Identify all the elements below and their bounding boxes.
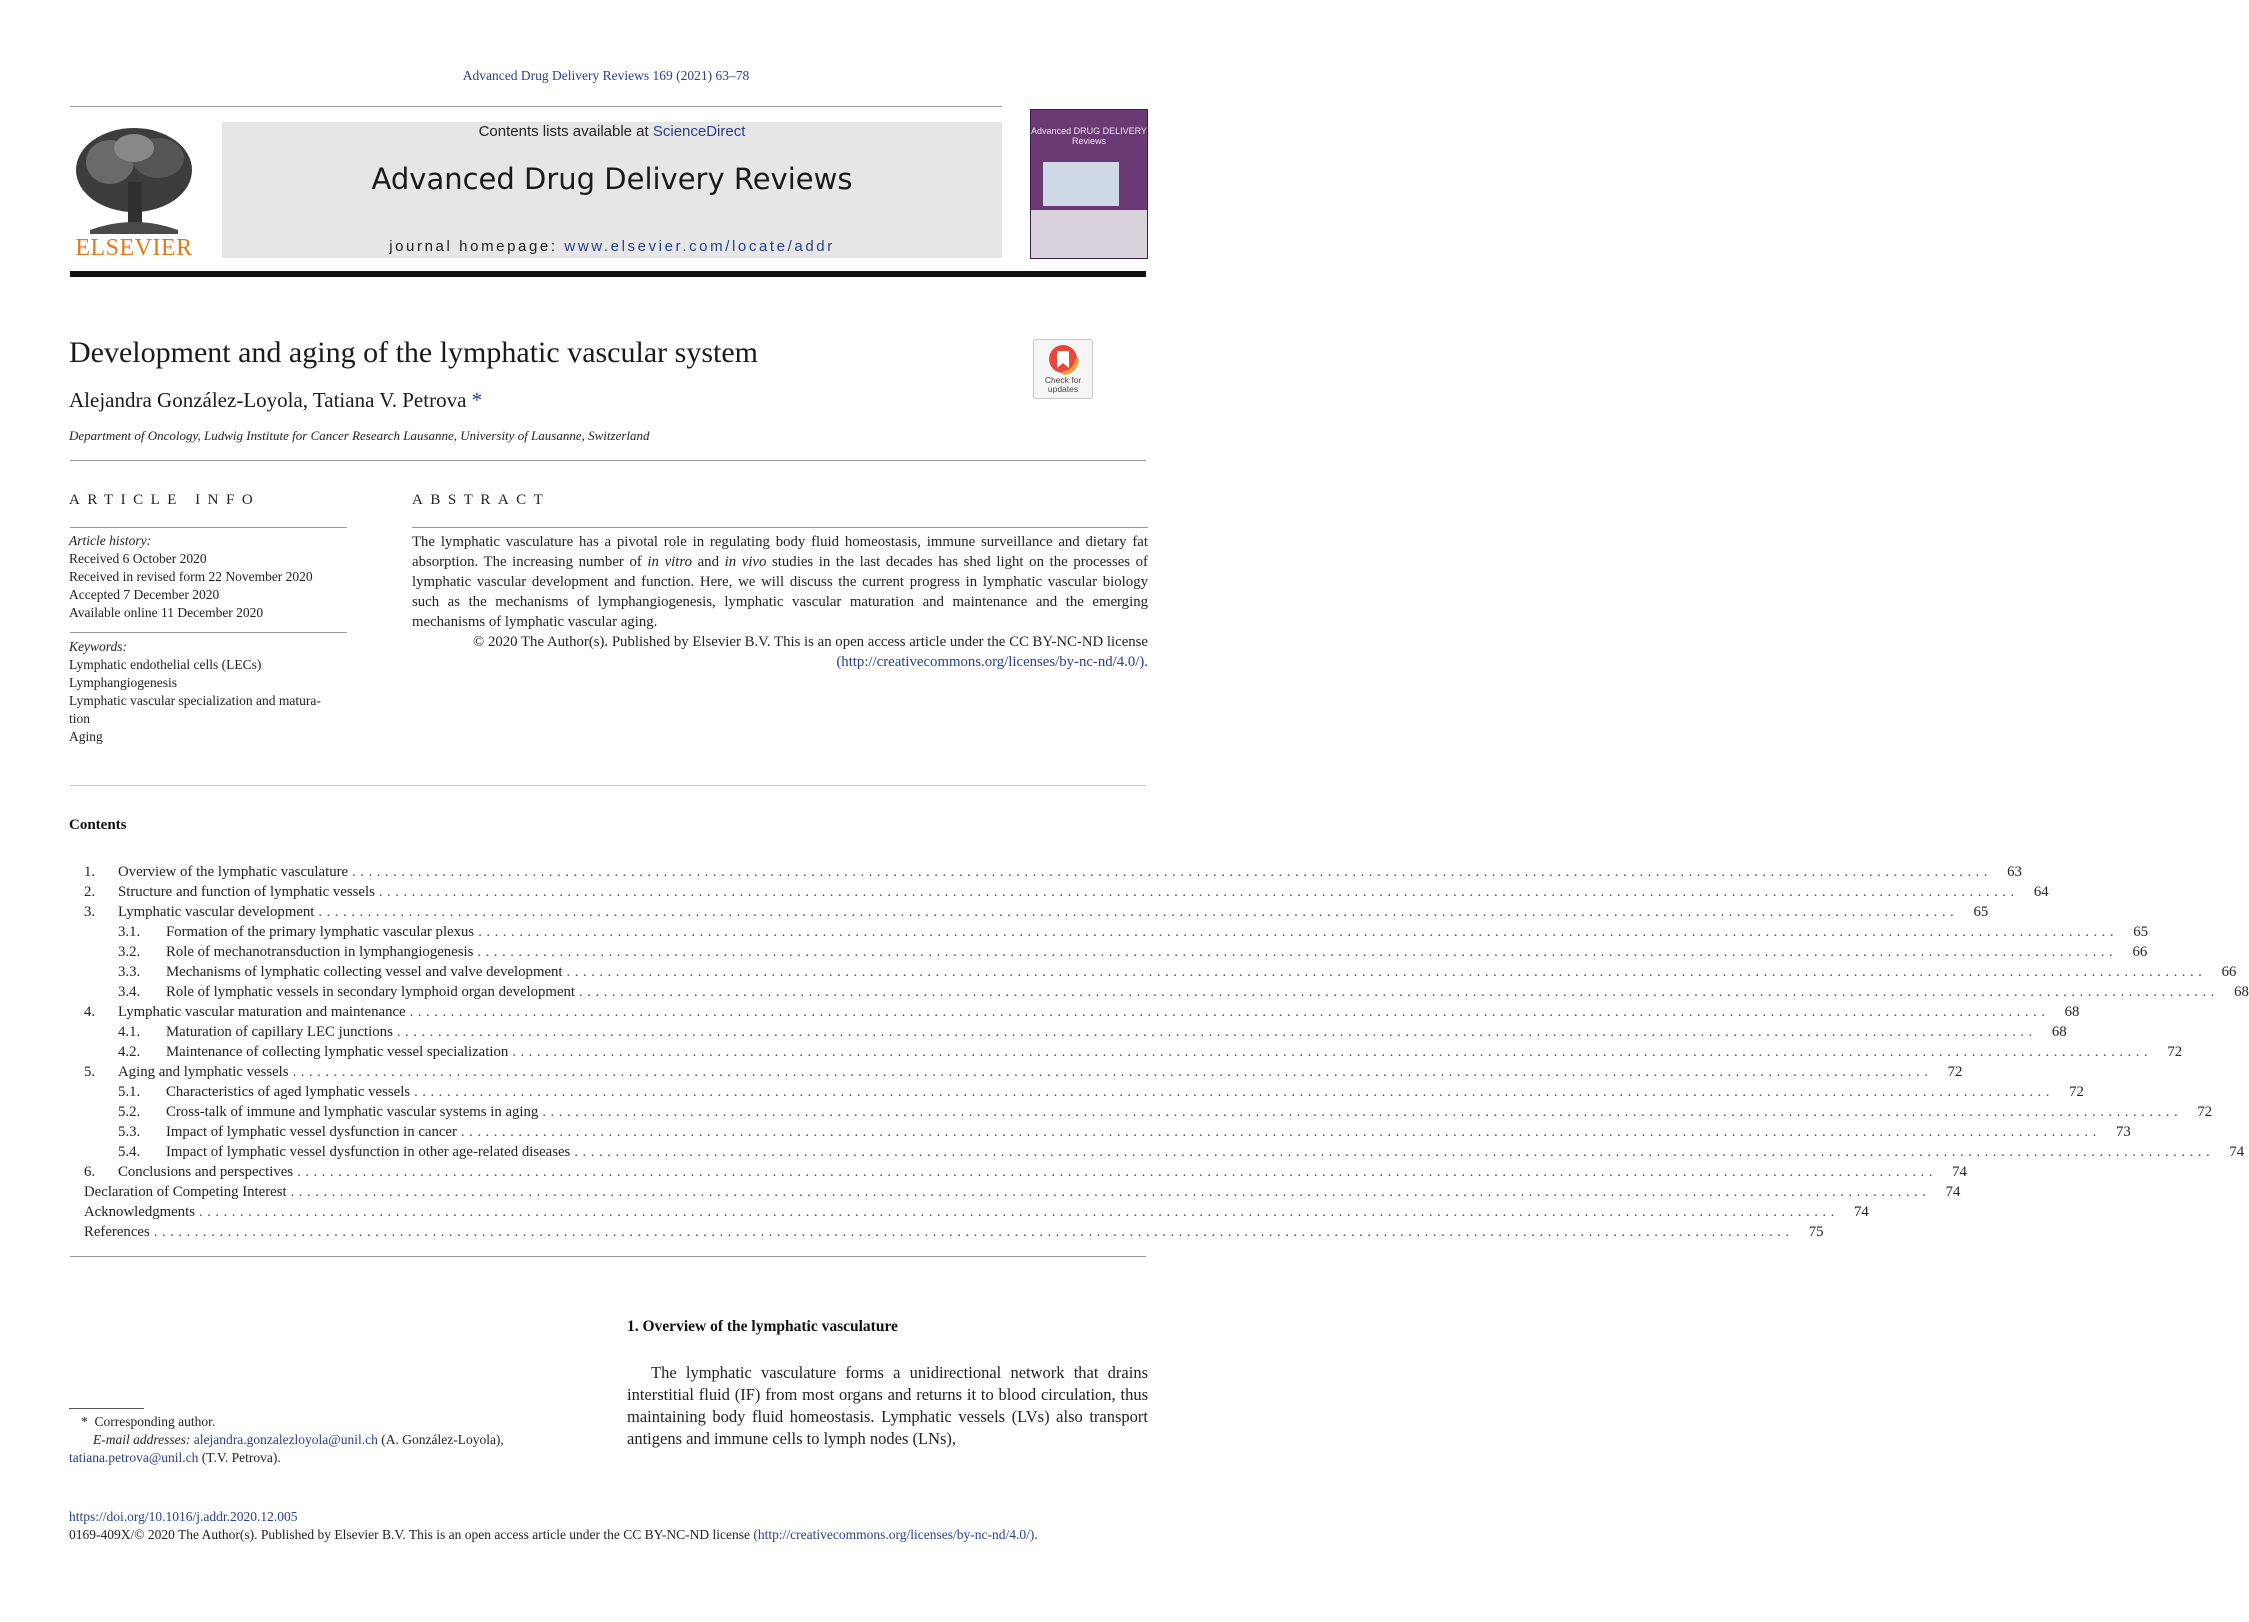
keyword-item: Lymphangiogenesis bbox=[69, 675, 177, 690]
journal-citation[interactable]: Advanced Drug Delivery Reviews 169 (2021) 63–78 bbox=[462, 68, 750, 83]
toc-entry-page: 72 bbox=[2167, 1044, 2183, 1060]
toc-entry-number: 3.1. bbox=[118, 924, 141, 940]
toc-entry[interactable] bbox=[84, 1202, 1869, 1222]
homepage-label: journal homepage: bbox=[389, 238, 565, 255]
keyword-item: tion bbox=[69, 711, 91, 726]
toc-leader-dots: ........................................................................................................................................................................................................ bbox=[566, 964, 2207, 980]
toc-entry-title[interactable]: Lymphatic vascular development bbox=[118, 904, 315, 920]
toc-entry-title[interactable]: Impact of lymphatic vessel dysfunction in other age-related diseases bbox=[166, 1144, 571, 1160]
toc-entry-page: 64 bbox=[2033, 884, 2049, 900]
toc-entry-title[interactable]: Overview of the lymphatic vasculature bbox=[118, 864, 349, 880]
toc-entry[interactable] bbox=[84, 1182, 1961, 1202]
email-link[interactable]: tatiana.petrova@unil.ch bbox=[69, 1450, 199, 1465]
toc-entry[interactable] bbox=[84, 962, 2237, 982]
toc-entry-number: 5.3. bbox=[118, 1124, 141, 1140]
history-item: Received in revised form 22 November 2020 bbox=[69, 569, 313, 584]
toc-entry-number: 3.4. bbox=[118, 984, 141, 1000]
toc-entry[interactable] bbox=[84, 1002, 2080, 1022]
toc-entry-number: 5.1. bbox=[118, 1084, 141, 1100]
toc-entry-number: 1. bbox=[84, 864, 96, 880]
toc-entry[interactable] bbox=[84, 1102, 2213, 1122]
toc-entry-title[interactable]: Aging and lymphatic vessels bbox=[118, 1064, 289, 1080]
toc-leader-dots: ........................................................................................................................................................................................................ bbox=[414, 1084, 2054, 1100]
check-updates-label: Check for updates bbox=[1044, 375, 1082, 394]
keywords-block bbox=[69, 638, 321, 746]
article-info-rule bbox=[70, 527, 347, 528]
contents-heading: Contents bbox=[69, 817, 127, 833]
keyword-item: Lymphatic endothelial cells (LECs) bbox=[69, 657, 262, 672]
footnote-block bbox=[69, 1413, 589, 1467]
contents-available-line bbox=[222, 123, 1002, 140]
toc-entry-number: 4.1. bbox=[118, 1024, 141, 1040]
header-thick-rule bbox=[70, 271, 1146, 277]
toc-entry-title[interactable]: Conclusions and perspectives bbox=[118, 1164, 294, 1180]
article-title: Development and aging of the lymphatic vascular system bbox=[69, 336, 758, 369]
journal-homepage-line bbox=[222, 238, 1002, 255]
toc-entry-title[interactable]: Cross-talk of immune and lymphatic vascular systems in aging bbox=[166, 1104, 539, 1120]
homepage-link[interactable]: www.elsevier.com/locate/addr bbox=[564, 238, 835, 255]
email-owner: (A. González-Loyola), bbox=[377, 1432, 504, 1447]
toc-leader-dots: ........................................................................................................................................................................................................ bbox=[297, 1164, 1937, 1180]
author-affiliation: Department of Oncology, Ludwig Institute for Cancer Research Lausanne, University of Lausanne, Switzerland bbox=[69, 428, 650, 443]
author-names: Alejandra González-Loyola, Tatiana V. Petrova bbox=[69, 388, 467, 412]
keyword-item: Lymphatic vascular specialization and matura- bbox=[69, 693, 321, 708]
toc-entry[interactable] bbox=[84, 882, 2049, 902]
toc-entry-title[interactable]: Maintenance of collecting lymphatic vessel specialization bbox=[166, 1044, 509, 1060]
toc-entry-page: 68 bbox=[2051, 1024, 2067, 1040]
abstract-text bbox=[412, 532, 1148, 632]
toc-entry-title[interactable]: Characteristics of aged lymphatic vessels bbox=[166, 1084, 411, 1100]
toc-leader-dots: ........................................................................................................................................................................................................ bbox=[512, 1044, 2153, 1060]
toc-entry[interactable] bbox=[84, 1022, 2067, 1042]
check-for-updates-button[interactable] bbox=[1033, 339, 1093, 399]
history-item: Accepted 7 December 2020 bbox=[69, 587, 220, 602]
toc-entry-title[interactable]: Role of lymphatic vessels in secondary lymphoid organ development bbox=[166, 984, 576, 1000]
email-label: E-mail addresses: bbox=[93, 1432, 191, 1447]
toc-entry[interactable] bbox=[84, 1042, 2183, 1062]
toc-entry-page: 66 bbox=[2221, 964, 2237, 980]
toc-entry[interactable] bbox=[84, 1062, 1963, 1082]
history-label: Article history: bbox=[69, 533, 152, 548]
abstract-part: The lymphatic vasculature has a pivotal role in regulating body fluid homeostasis, immune surveillance and dietary fat absorption. The increasing number of bbox=[412, 534, 1148, 570]
toc-entry-page: 73 bbox=[2115, 1124, 2131, 1140]
toc-leader-dots: ........................................................................................................................................................................................................ bbox=[460, 1124, 2101, 1140]
abstract-part: and bbox=[691, 554, 725, 570]
footnote-mark: * bbox=[81, 1414, 88, 1429]
abstract-copyright bbox=[412, 632, 1148, 672]
abstract-emphasis: in vivo bbox=[724, 554, 767, 570]
keyword-item: Aging bbox=[69, 729, 103, 744]
toc-leader-dots: ........................................................................................................................................................................................................ bbox=[579, 984, 2219, 1000]
toc-entry[interactable] bbox=[84, 1142, 2245, 1162]
toc-leader-dots: ........................................................................................................................................................................................................ bbox=[378, 884, 2019, 900]
corresponding-author-mark[interactable]: * bbox=[471, 388, 483, 412]
contents-top-rule bbox=[70, 785, 1146, 786]
toc-leader-dots: ........................................................................................................................................................................................................ bbox=[478, 924, 2119, 940]
toc-entry-number: 5.4. bbox=[118, 1144, 141, 1160]
license-text: 0169-409X/© 2020 The Author(s). Published by Elsevier B.V. This is an open access article under the CC BY-NC-ND license bbox=[69, 1527, 754, 1542]
toc-leader-dots: ........................................................................................................................................................................................................ bbox=[542, 1104, 2183, 1120]
toc-entry-page: 68 bbox=[2234, 984, 2249, 1000]
toc-leader-dots: ........................................................................................................................................................................................................ bbox=[409, 1004, 2050, 1020]
toc-entry-page: 75 bbox=[1808, 1224, 1824, 1240]
toc-leader-dots: ........................................................................................................................................................................................................ bbox=[574, 1144, 2215, 1160]
article-authors bbox=[69, 388, 482, 413]
toc-entry-page: 72 bbox=[2069, 1084, 2084, 1100]
toc-entry-title[interactable]: Acknowledgments bbox=[84, 1204, 195, 1220]
toc-leader-dots: ........................................................................................................................................................................................................ bbox=[153, 1224, 1794, 1240]
toc-entry[interactable] bbox=[84, 942, 2148, 962]
title-rule bbox=[70, 460, 1146, 461]
toc-entry[interactable] bbox=[84, 1082, 2084, 1102]
corresponding-text: Corresponding author. bbox=[94, 1414, 216, 1429]
toc-entry-page: 72 bbox=[1947, 1064, 1963, 1080]
contents-bottom-rule bbox=[70, 1256, 1146, 1257]
abstract-emphasis: in vitro bbox=[647, 554, 692, 570]
footnote-rule bbox=[69, 1408, 144, 1409]
cover-graphic bbox=[1043, 162, 1119, 206]
toc-entry[interactable] bbox=[84, 1162, 1967, 1182]
table-of-contents bbox=[84, 862, 2249, 1242]
toc-entry-title[interactable]: Role of mechanotransduction in lymphangiogenesis bbox=[166, 944, 474, 960]
toc-entry-title[interactable]: Impact of lymphatic vessel dysfunction in cancer bbox=[166, 1124, 457, 1140]
history-item: Available online 11 December 2020 bbox=[69, 605, 264, 620]
toc-entry-page: 74 bbox=[1952, 1164, 1967, 1180]
cover-title: Advanced DRUG DELIVERY Reviews bbox=[1031, 126, 1147, 146]
toc-entry-page: 65 bbox=[1973, 904, 1989, 920]
toc-entry-number: 5. bbox=[84, 1064, 96, 1080]
toc-leader-dots: ........................................................................................................................................................................................................ bbox=[198, 1204, 1839, 1220]
toc-entry-page: 68 bbox=[2064, 1004, 2080, 1020]
toc-entry[interactable] bbox=[84, 862, 2022, 882]
toc-entry-page: 74 bbox=[1945, 1184, 1961, 1200]
toc-entry-page: 74 bbox=[1854, 1204, 1869, 1220]
toc-entry-number: 4. bbox=[84, 1004, 96, 1020]
toc-entry-title[interactable]: Formation of the primary lymphatic vascular plexus bbox=[166, 924, 475, 940]
elsevier-wordmark[interactable]: ELSEVIER bbox=[75, 235, 193, 261]
check-updates-icon bbox=[1034, 340, 1092, 376]
contents-prefix: Contents lists available at bbox=[478, 123, 653, 140]
toc-entry-title[interactable]: Mechanisms of lymphatic collecting vessel and valve development bbox=[166, 964, 563, 980]
keywords-rule bbox=[70, 632, 347, 633]
abstract-rule bbox=[412, 527, 1148, 528]
email-line bbox=[69, 1449, 589, 1467]
toc-entry-number: 3.3. bbox=[118, 964, 141, 980]
license-end: . bbox=[1034, 1527, 1038, 1542]
toc-entry[interactable] bbox=[84, 982, 2249, 1002]
doi-link[interactable]: https://doi.org/10.1016/j.addr.2020.12.005 bbox=[69, 1509, 298, 1524]
section-body-text bbox=[627, 1362, 1148, 1450]
email-link[interactable]: alejandra.gonzalezloyola@unil.ch bbox=[193, 1432, 378, 1447]
license-line bbox=[69, 1527, 1038, 1543]
toc-entry-number: 3.2. bbox=[118, 944, 141, 960]
toc-entry[interactable] bbox=[84, 922, 2149, 942]
section-paragraph: The lymphatic vasculature forms a unidirectional network that drains interstitial fluid (IF) from most organs and returns it to blood circulation, thus maintaining body fluid homeostasis. Lymphatic vessels (LVs) also transport antigens and immune cells to lymph nodes (LNs), bbox=[627, 1363, 1148, 1448]
toc-entry[interactable] bbox=[84, 1222, 1824, 1242]
toc-entry-number: 6. bbox=[84, 1164, 96, 1180]
article-history bbox=[69, 532, 313, 622]
history-item: Received 6 October 2020 bbox=[69, 551, 207, 566]
toc-entry-title[interactable]: Declaration of Competing Interest bbox=[84, 1184, 287, 1200]
toc-entry[interactable] bbox=[84, 1122, 2131, 1142]
toc-entry-number: 4.2. bbox=[118, 1044, 141, 1060]
email-line bbox=[69, 1431, 589, 1449]
toc-leader-dots: ........................................................................................................................................................................................................ bbox=[396, 1024, 2037, 1040]
license-link[interactable]: (http://creativecommons.org/licenses/by-nc-nd/4.0/). bbox=[836, 654, 1148, 670]
toc-entry-page: 74 bbox=[2229, 1144, 2245, 1160]
toc-entry-page: 72 bbox=[2197, 1104, 2213, 1120]
toc-entry-title[interactable]: References bbox=[84, 1224, 150, 1240]
cover-lower-panel bbox=[1031, 210, 1147, 258]
sciencedirect-link[interactable]: ScienceDirect bbox=[652, 123, 746, 140]
toc-entry-title[interactable]: Maturation of capillary LEC junctions bbox=[166, 1024, 393, 1040]
toc-entry-title[interactable]: Structure and function of lymphatic vessels bbox=[118, 884, 375, 900]
toc-leader-dots: ........................................................................................................................................................................................................ bbox=[292, 1064, 1933, 1080]
keywords-label: Keywords: bbox=[69, 639, 127, 654]
article-info-heading: ARTICLE INFO bbox=[69, 492, 261, 508]
toc-entry-title[interactable]: Lymphatic vascular maturation and maintenance bbox=[118, 1004, 406, 1020]
toc-entry-page: 65 bbox=[2133, 924, 2149, 940]
toc-entry-number: 2. bbox=[84, 884, 96, 900]
journal-title: Advanced Drug Delivery Reviews bbox=[371, 162, 853, 196]
toc-leader-dots: ........................................................................................................................................................................................................ bbox=[318, 904, 1959, 920]
toc-entry-number: 3. bbox=[84, 904, 96, 920]
header-rule bbox=[70, 106, 1002, 107]
license-footer-link[interactable]: (http://creativecommons.org/licenses/by-nc-nd/4.0/) bbox=[753, 1527, 1035, 1542]
toc-entry-number: 5.2. bbox=[118, 1104, 141, 1120]
toc-leader-dots: ........................................................................................................................................................................................................ bbox=[290, 1184, 1931, 1200]
section-heading: 1. Overview of the lymphatic vasculature bbox=[627, 1318, 898, 1335]
toc-leader-dots: ........................................................................................................................................................................................................ bbox=[477, 944, 2118, 960]
abstract-part: studies in the last decades has shed light on the processes of lymphatic vascular development and function. Here, we will discuss the current progress in lymphatic vascular biology such as the mechanisms of lymphangiogenesis, lymphatic vascular maturation and maintenance and the emerging mechanisms of lymphatic vascular aging. bbox=[412, 554, 1148, 630]
toc-entry-page: 63 bbox=[2007, 864, 2022, 880]
abstract-heading: ABSTRACT bbox=[412, 492, 551, 508]
journal-cover-thumbnail[interactable] bbox=[1030, 109, 1148, 259]
corresponding-note bbox=[69, 1413, 589, 1431]
toc-leader-dots: ........................................................................................................................................................................................................ bbox=[352, 864, 1992, 880]
toc-entry[interactable] bbox=[84, 902, 1989, 922]
email-owner: (T.V. Petrova). bbox=[198, 1450, 281, 1465]
copyright-text: © 2020 The Author(s). Published by Elsevier B.V. This is an open access article under the CC BY-NC-ND license bbox=[473, 634, 1148, 650]
toc-entry-page: 66 bbox=[2132, 944, 2148, 960]
